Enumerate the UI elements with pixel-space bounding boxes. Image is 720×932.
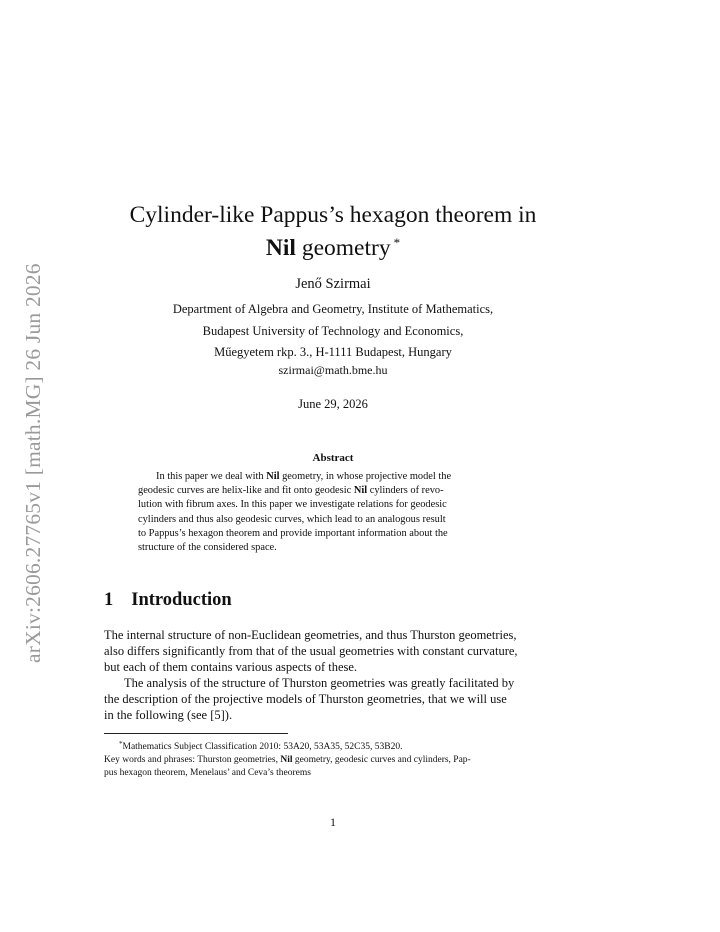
body-line: The analysis of the structure of Thurston geometries was greatly facilitated by — [124, 676, 515, 690]
abstract-line: lution with fibrum axes. In this paper we investigate relations for geodesic — [138, 499, 447, 511]
abstract-text — [138, 470, 526, 555]
title-footnote-mark: * — [393, 235, 401, 250]
author-email: szirmai@math.bme.hu — [278, 363, 388, 377]
paper-title — [0, 201, 666, 262]
abstract-line: to Pappus’s hexagon theorem and provide important information about the — [138, 527, 448, 539]
section-heading-introduction — [104, 590, 232, 611]
abstract-heading: Abstract — [312, 452, 354, 464]
footnote-msc: *Mathematics Subject Classification 2010: 53A20, 53A35, 52C35, 53B20. — [119, 740, 403, 752]
body-line: the description of the projective models of Thurston geometries, that we will use — [104, 692, 507, 706]
body-line: The internal structure of non-Euclidean geometries, and thus Thurston geometries, — [104, 628, 517, 642]
body-line: also differs significantly from that of the usual geometries with constant curvature, — [104, 644, 518, 658]
abstract-line: cylinders and thus also geodesic curves, which lead to an analogous result — [138, 513, 446, 525]
author-name: Jenő Szirmai — [295, 276, 371, 292]
body-line: but each of them contains various aspects of these. — [104, 660, 358, 674]
abstract-line: geodesic curves are helix-like and fit onto geodesic Nil cylinders of revo- — [138, 485, 444, 497]
page-number: 1 — [330, 815, 336, 829]
title-nil: Nil — [265, 235, 296, 261]
title-line-1: Cylinder-like Pappus’s hexagon theorem in — [129, 202, 537, 228]
section-number: 1 — [104, 590, 114, 610]
title-geometry: geometry — [295, 235, 391, 261]
footnote-keywords-cont: pus hexagon theorem, Menelaus’ and Ceva’s theorems — [104, 768, 311, 778]
arxiv-identifier-stamp: arXiv:2606.27765v1 [math.MG] 26 Jun 2026 — [21, 263, 45, 663]
paper-date: June 29, 2026 — [298, 397, 368, 411]
title-line-2 — [0, 229, 666, 262]
abstract-line: In this paper we deal with Nil geometry, in whose projective model the — [156, 471, 452, 482]
affiliation-line-3: Műegyetem rkp. 3., H-1111 Budapest, Hungary — [214, 345, 452, 359]
abstract-line: structure of the considered space. — [138, 542, 277, 554]
affiliation-line-1: Department of Algebra and Geometry, Institute of Mathematics, — [172, 302, 494, 316]
footnote-keywords: Key words and phrases: Thurston geometries, Nil geometry, geodesic curves and cylinders, Pap- — [104, 755, 471, 765]
section-title: Introduction — [131, 590, 232, 610]
footnote-divider — [104, 733, 288, 734]
footnotes — [104, 738, 566, 780]
affiliation — [0, 299, 666, 364]
body-line: in the following (see [5]). — [104, 708, 233, 722]
introduction-text — [104, 627, 562, 723]
affiliation-line-2: Budapest University of Technology and Economics, — [202, 323, 464, 338]
